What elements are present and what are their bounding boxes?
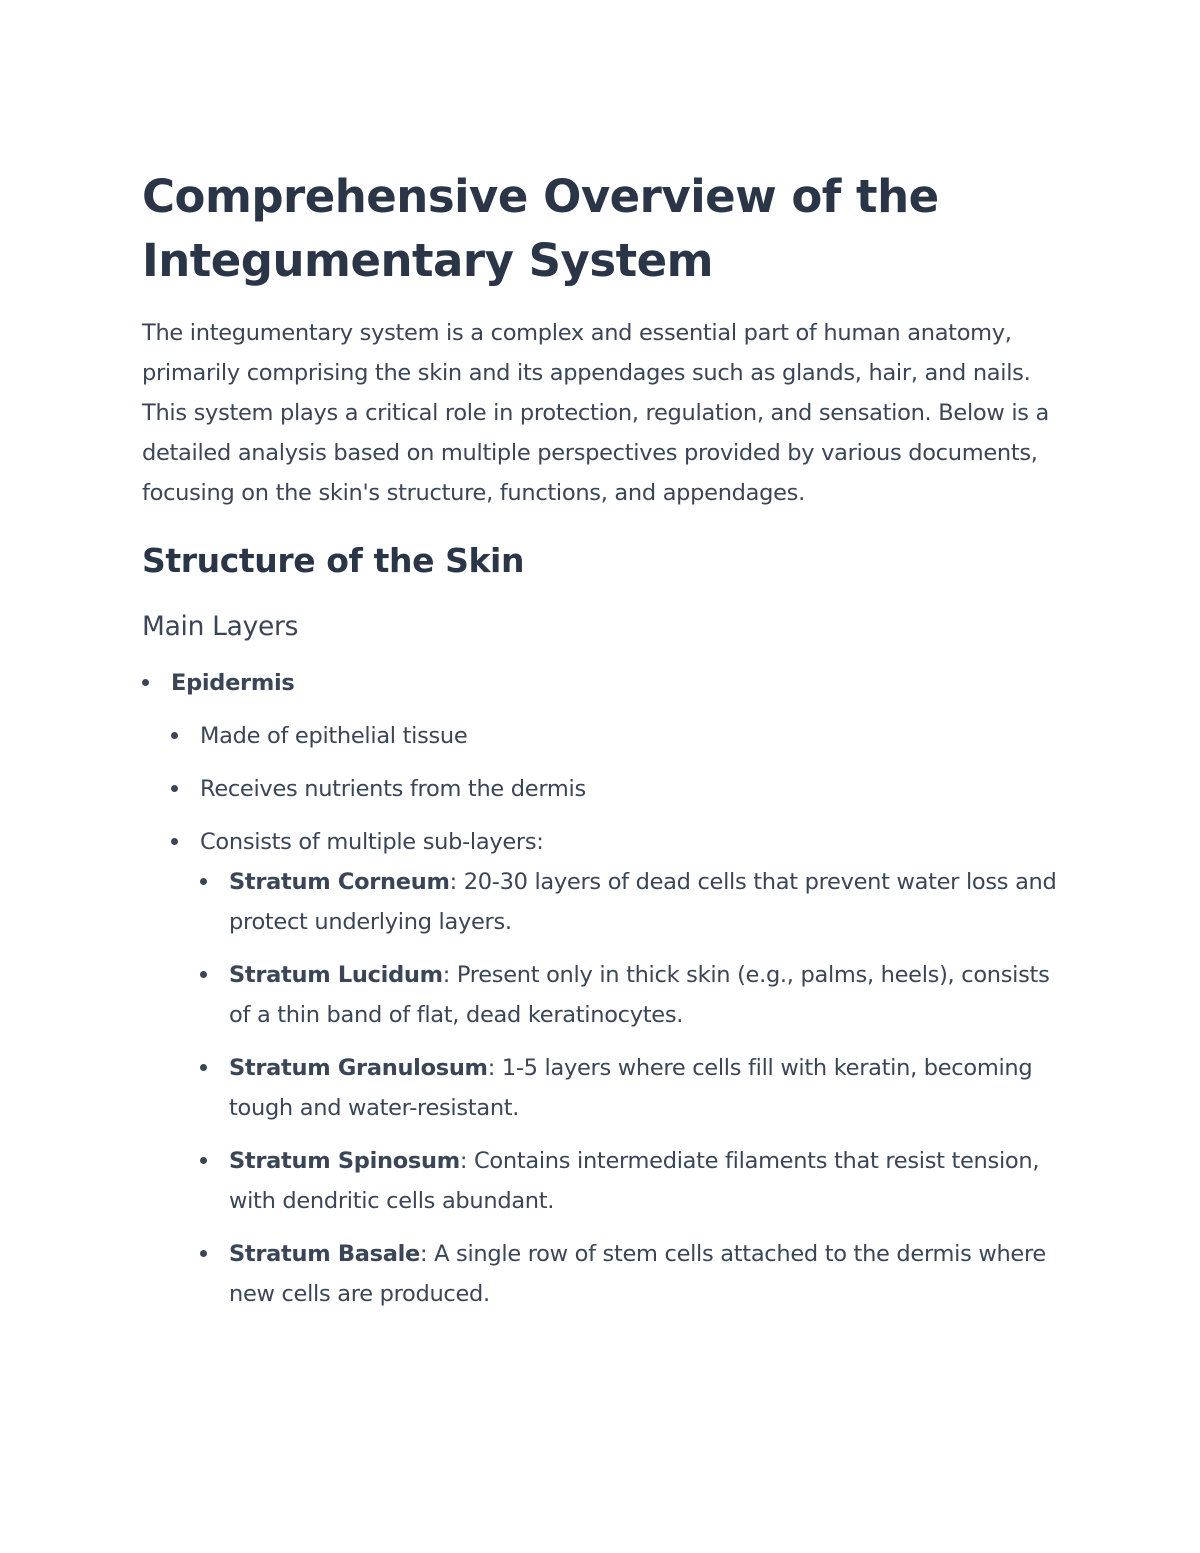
sublayer-term: Stratum Lucidum bbox=[229, 962, 443, 988]
section-heading: Structure of the Skin bbox=[142, 541, 525, 580]
bullet-icon bbox=[200, 1157, 207, 1164]
epidermis-points-list bbox=[171, 716, 1062, 1314]
bullet-icon bbox=[142, 679, 149, 686]
bullet-icon bbox=[200, 971, 207, 978]
sublayer-text: : Present only in thick skin (e.g., palms, heels), consists of a thin band of flat, dead keratinocytes. bbox=[229, 962, 1050, 1028]
bullet-icon bbox=[200, 878, 207, 885]
sublayer-term: Stratum Spinosum bbox=[229, 1148, 460, 1174]
sublayer-term: Stratum Basale bbox=[229, 1241, 420, 1267]
sublayer-item bbox=[200, 955, 1062, 1035]
sublayer-text: : Contains intermediate filaments that resist tension, with dendritic cells abundant. bbox=[229, 1148, 1040, 1214]
layers-list bbox=[142, 663, 1062, 1314]
sublayer-item bbox=[200, 1234, 1062, 1314]
point-text: Receives nutrients from the dermis bbox=[200, 776, 586, 802]
sublayer-text: : 20-30 layers of dead cells that prevent water loss and protect underlying layers. bbox=[229, 869, 1057, 935]
document-title: Comprehensive Overview of the Integumentary System bbox=[142, 170, 939, 287]
document-page bbox=[142, 165, 1062, 1327]
bullet-icon bbox=[171, 732, 178, 739]
list-item-epidermis bbox=[142, 663, 1062, 1314]
list-item bbox=[171, 716, 1062, 756]
bullet-icon bbox=[171, 785, 178, 792]
sublayer-item bbox=[200, 862, 1062, 942]
sublayer-item bbox=[200, 1048, 1062, 1128]
sublayer-term: Stratum Corneum bbox=[229, 869, 450, 895]
point-text: Consists of multiple sub-layers: bbox=[200, 829, 544, 855]
sublayer-item bbox=[200, 1141, 1062, 1221]
sublayers-list bbox=[200, 862, 1062, 1314]
list-item bbox=[171, 822, 1062, 1314]
sublayer-text: : 1-5 layers where cells fill with keratin, becoming tough and water-resistant. bbox=[229, 1055, 1033, 1121]
epidermis-label: Epidermis bbox=[171, 670, 295, 696]
intro-paragraph: The integumentary system is a complex and essential part of human anatomy, primarily comprising the skin and its appendages such as glands, hair, and nails. This system plays a critical role in protection, regulation, and sensation. Below is a detailed analysis based on multiple perspectives provided by various documents, focusing on the skin's structure, functions, and appendages. bbox=[142, 320, 1050, 506]
sublayer-term: Stratum Granulosum bbox=[229, 1055, 488, 1081]
bullet-icon bbox=[200, 1250, 207, 1257]
list-item bbox=[171, 769, 1062, 809]
bullet-icon bbox=[171, 838, 178, 845]
subsection-heading: Main Layers bbox=[142, 611, 299, 642]
sublayer-text: : A single row of stem cells attached to the dermis where new cells are produced. bbox=[229, 1241, 1046, 1307]
bullet-icon bbox=[200, 1064, 207, 1071]
point-text: Made of epithelial tissue bbox=[200, 723, 468, 749]
